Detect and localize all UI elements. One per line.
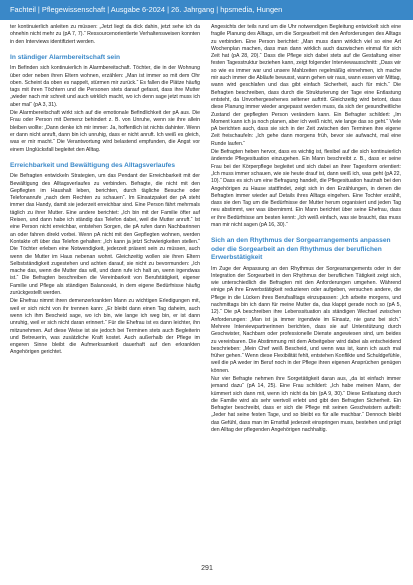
paragraph: Die Alarmbereitschaft wirkt sich auf die emotionale Befindlichkeit der pA aus. Die Frau oder Person mit Demenz behindert z. B. von Unruhe, wenn sie ihre allein bleiben wollte: „Dann denke ich mir immer: Ja, hoffentlich ist nichts dahinter. Wenn er dann nicht anruft, dann bin ich unruhig, dass er nicht anruft. Ich weiß es gleich, was er mir macht.“ Die Verantwortung wird belastend empfunden, die Angst vor einem Unglücksfall begleitet den Alltag. [10,110,200,153]
paragraph: Die Befragten entwickeln Strategien, um das Pendant der Erreichbarkeit mit der Bewältigung des Alltagsverlaufes zu verbinden. Befragte, die nicht mit den Gepflegten im Haushalt leben, berichten, durch tägliche Besuche oder Telefonanrufe „nach dem Rechten zu schauen“. Im Einsatzpaket der pA steht immer das Handy, damit sie jederzeit erreichbar sind. Eine Person fährt mehrmals täglich zu ihrer Mutter. Eine andere berichtet: „Ich bin mit der Familie öfter auf Reisen, und dann habe ich ständig das Telefon dabei, weil die Mutter anruft.“ Ist eine Person nicht erreichbar, entstehen Sorgen, die pA rufen dann Nachbarinnen an oder fahren direkt vorbei. Wenn pA nicht mit den Gepflegten wohnen, werden Kontakte oft über das Telefon gehalten: „Ich kann ja jetzt Schwierigkeiten stellen.“ Die Töchter erleben eine Notwendigkeit, jederzeit präsent sein zu müssen, auch wenn die Mutter im Haus nebenan wohnt. Gleichzeitig wollen sie ihren Eltern Selbstständigkeit zugestehen und achten darauf, sie nicht zu bevormunden: „Ich mache das, wenn die Mutter das will, und dann rufe ich halt an, wenn irgendwas ist.“ Die Befragten beschreiben die Vereinbarkeit von Berufstätigkeit, eigener Familie und Pflege als ständigen Balanceakt, in dem eigene Bedürfnisse häufig zurückgestellt werden. [10,173,200,297]
paragraph: Nur vier Befragte nehmen ihre Sorgetätigkeit daran aus, „da ist einfach immer jemand dazu“ (pA 14, 25). Eine Frau schildert: „Ich habe meinen Mann, der kümmert sich dann mit, wenn ich nicht da bin (pA 9, 30).“ Diese Entlastung durch die Familie wird als sehr wertvoll erlebt und gibt den Befragten Sicherheit. Ein Befragter beschreibt, dass er sich die Pflege mit seinen Geschwistern aufteilt: „Jeder hat seine festen Tage, und so bleibt es für alle machbar.“ Dennoch bleibt das Gefühl, dass man im Ernstfall jederzeit einspringen muss, bestehen und prägt den Alltag der pflegenden Angehörigen nachhaltig. [211,375,401,434]
section-heading: Erreichbarkeit und Bewältigung des Alltagsverlaufes [10,161,176,169]
paragraph: Die Ehefrau nimmt ihren demenzerkrankten Mann zu wichtigen Erledigungen mit, weil er sich nicht von ihr trennen kann: „Er bleibt dann einen Tag daheim, auch wenn ich ihm Bescheid sage, wo ich bin, wie lange ich weg bin, er ist dann unruhig, weil er sich nicht daran erinnert.“ Für die Ehefrau ist es dann leichter, ihn mitzunehmen. Auf diese Weise ist sie jedoch bei Terminen stets auch Begleiterin und Betreuerin, was zusätzliche Kraft kostet. Auch außerhalb der Pflege im engeren Sinne bleibt die Aufmerksamkeit dauerhaft auf den erkrankten Angehörigen gerichtet. [10,298,200,356]
left-column [10,24,200,552]
paragraph: Angesichts der teils rund um die Uhr notwendigen Begleitung entwickelt sich eine fragile Planung des Alltags, um die Sorgearbeit mit den Anforderungen des Alltags zu verbinden. Eine Person berichtet: „Man muss dann wirklich viel so eine Art Wochenplan machen, dass man dann wirklich auch dazwischen einmal für sich Zeit hat (pA 28, 20).“ Dass die Pflege sich dabei stets auf die Gestaltung einer festen Tagesstruktur beziehen kann, zeigt folgender Interviewausschnitt: „Dass wir so wie es immer war und unsere Mahlzeiten regelmäßig einnehmen, ich mache mir auch immer die Abläufe bewusst, wann gehen wir raus, wann essen wir Mittag, wann wird geschlafen und das gibt einfach Sicherheit, auch für mich.“ Die Befragten beschreiben, dass durch die Strukturierung der Tage eine Entlastung entsteht, da Unvorhergesehenes seltener auftritt. Gleichzeitig wird betont, dass diese Planung immer wieder angepasst werden muss, da sich der gesundheitliche Zustand der gepflegten Person verändern kann. Ein Befragter schildert: „Im Moment kann ich ja noch planen, aber ich weiß nicht, wie lange das so geht.“ Viele pA berichten auch, dass sie sich in der Zeit zwischen den Terminen ihre eigene Zeit freischaufeln: „Ich gehe dann morgens früh, bevor sie aufwacht, mal eine Runde laufen.“ [211,24,401,147]
paragraph: Im Befinden sich kontinuierlich in Alarmbereitschaft. Töchter, die in der Wohnung über oder neben ihren Eltern wohnen, erzählen: „Man ist immer so mit dem Ohr oben. Scheint da oben es nappelt, stürmen mir zurück.“ Es fallen die Plätze häufig tags mit ihren Töchtern und die Personen stets darauf gefasst, dass ihre Mutter „wieder nach mir schreit und auch wirklich macht, wo ich denn sage jetzt muss ich aber mal“ (pA 3, 31). [10,65,200,108]
paragraph: Die Befragten heben hervor, dass es wichtig ist, flexibel auf die sich kontinuierlich ändernde Pflegesituation einzugehen. Ein Mann beschreibt z. B., dass er seine Frau bei der Körperpflege begleitet und sich dabei an ihrer Tagesform orientiert: „Ich muss immer schauen, wie sie heute drauf ist, dann weiß ich, was geht (pA 22, 10).“ Dass es sich um eine Befragung handelt, die Pflegesituation hautnah bei den Angehörigen zu Hause stattfindet, zeigt sich in den Erzählungen, in denen die Befragten immer wieder auf Details ihres Alltags eingehen. Eine Tochter erzählt, dass sie den Tag um die Bedürfnisse der Mutter herum organisiert und jeden Tag neu abstimmt, wer was übernimmt. Ein Mann berichtet über seine Ehefrau, dass er ihre Bedürfnisse am besten kennt: „Ich weiß einfach, was sie braucht, das muss man mir nicht sagen (pA 16, 30).“ [211,149,401,229]
paragraph: Im Zuge der Anpassung an den Rhythmus der Sorgearrangements oder in der Integration der Sorgearbeit in den Rhythmus der beruflichen Tätigkeit zeigt sich, wie unterschiedlich die Befragten mit den Anforderungen umgehen. Während einige pA ihre Erwerbstätigkeit reduzieren oder aufgeben, versuchen andere, die Pflege in die Lücken ihres Berufsalltags einzupassen: „Ich arbeite morgens, und nachmittags bin ich dann für meine Mutter da, das klappt gerade noch so (pA 5, 12).“ Die pA beschreiben ihre Lebenssituation als ständigen Wechsel zwischen Anforderungen: „Man ist ja immer irgendwie im Einsatz, nie ganz bei sich.“ Mehrere Interviewpartnerinnen berichten, dass sie auf Unterstützung durch Geschwister, Nachbarn oder professionelle Dienste angewiesen sind, um beides zu vereinbaren. Die Abstimmung mit dem Arbeitgeber wird dabei als entscheidend beschrieben: „Mein Chef weiß Bescheid, und wenn was ist, kann ich auch mal früher gehen.“ Wenn diese Flexibilität fehlt, entstehen Konflikte und Schuldgefühle, weil die pA weder im Beruf noch in der Pflege ihren eigenen Ansprüchen genügen können. [211,265,401,374]
section-heading: Sich an den Rhythmus der Sorgearrangements anpassen oder die Sorgearbeit an den Rhythmus der beruflichen Erwerbstätigkeit [211,237,391,262]
page-header [0,0,413,20]
header-text: Fachteil | Pflegewissenschaft | Ausgabe 6-2024 | 26. Jahrgang | hpsmedia, Hungen [10,5,283,14]
page-number: 291 [201,565,213,572]
right-column [211,24,401,552]
paragraph: ter kontinuierlich anleiten zu müssen: „Jetzt liegt da dick dahin, jetzt sehe ich da ohnehin nicht mehr zu (pA 7, 7).“ Ressourcenorientierte Verhaltensweisen konnten in den Interviews identifiziert werden. [10,24,200,45]
section-heading: In ständiger Alarmbereitschaft sein [10,53,121,61]
